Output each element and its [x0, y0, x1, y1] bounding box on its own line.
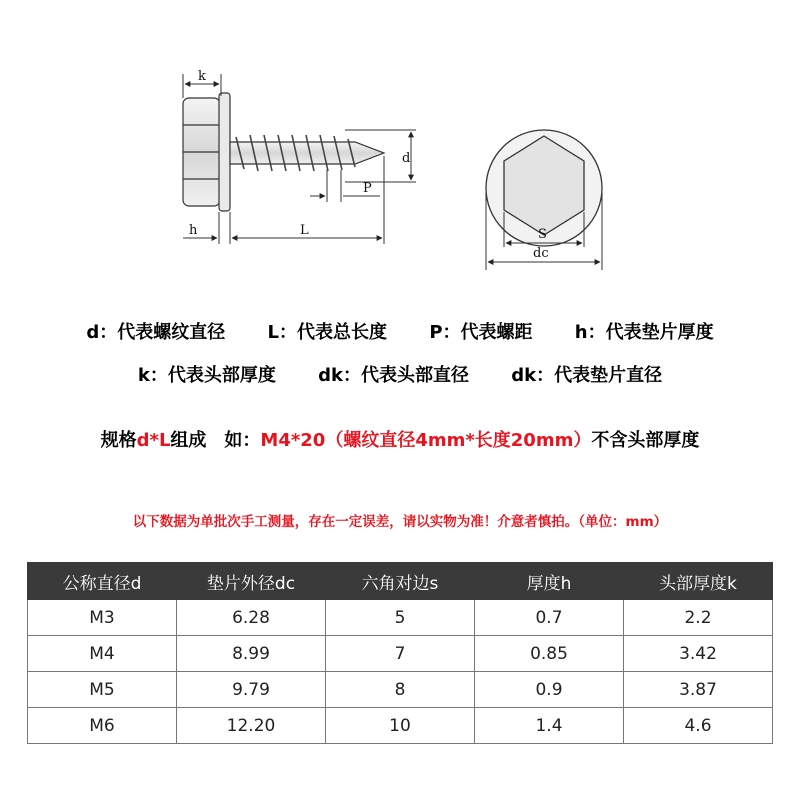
spec-prefix: 规格: [100, 430, 137, 451]
table-cell: 3.42: [624, 636, 773, 672]
measurement-note: 以下数据为单批次手工测量，存在一定误差，请以实物为准！介意者慎拍。（单位：mm）: [132, 514, 668, 530]
table-cell: M4: [28, 636, 177, 672]
table-row: [28, 672, 773, 708]
header-cell: 头部厚度k: [624, 563, 773, 600]
table-cell: 12.20: [177, 708, 326, 744]
table-cell: 0.7: [475, 600, 624, 636]
spec-example: M4*20（螺纹直径4mm*长度20mm）: [260, 430, 592, 451]
table-cell: 10: [326, 708, 475, 744]
table-cell: 3.87: [624, 672, 773, 708]
legend-item: h：代表垫片厚度: [574, 322, 714, 343]
table-cell: 0.9: [475, 672, 624, 708]
legend-row-2: [0, 361, 800, 387]
label-k: k: [198, 69, 206, 84]
table-cell: 7: [326, 636, 475, 672]
label-dc: dc: [533, 246, 549, 261]
spec-suffix: 不含头部厚度: [591, 430, 700, 451]
label-S: S: [538, 227, 547, 242]
table-cell: M6: [28, 708, 177, 744]
label-P: P: [363, 181, 372, 196]
spec-middle: 组成 如：: [170, 430, 261, 451]
header-cell: 公称直径d: [28, 563, 177, 600]
legend-item: dk：代表头部直径: [318, 365, 469, 386]
table-cell: 4.6: [624, 708, 773, 744]
header-cell: 垫片外径dc: [177, 563, 326, 600]
header-cell: 六角对边s: [326, 563, 475, 600]
table-cell: 9.79: [177, 672, 326, 708]
screw-side-view: [183, 93, 384, 211]
table-cell: 5: [326, 600, 475, 636]
label-L: L: [300, 223, 309, 238]
table-row: [28, 600, 773, 636]
table-cell: 2.2: [624, 600, 773, 636]
table-cell: 8: [326, 672, 475, 708]
legend-item: k：代表头部厚度: [137, 365, 276, 386]
table-cell: M3: [28, 600, 177, 636]
table-cell: M5: [28, 672, 177, 708]
legend-item: dk：代表垫片直径: [511, 365, 663, 386]
legend-item: L：代表总长度: [267, 322, 388, 343]
table-row: [28, 708, 773, 744]
table-cell: 0.85: [475, 636, 624, 672]
label-h: h: [189, 223, 198, 238]
legend-item: P：代表螺距: [429, 322, 533, 343]
label-d: d: [402, 151, 411, 166]
legend-row-1: [0, 318, 800, 344]
table-row: [28, 636, 773, 672]
table-cell: 6.28: [177, 600, 326, 636]
screw-dimension-diagram: [0, 0, 800, 290]
table-cell: 8.99: [177, 636, 326, 672]
spec-formula: d*L: [136, 430, 171, 451]
spec-description: [0, 426, 800, 452]
header-cell: 厚度h: [475, 563, 624, 600]
spec-table: [27, 562, 773, 744]
table-header-row: [28, 563, 773, 600]
legend-item: d：代表螺纹直径: [86, 322, 226, 343]
table-cell: 1.4: [475, 708, 624, 744]
